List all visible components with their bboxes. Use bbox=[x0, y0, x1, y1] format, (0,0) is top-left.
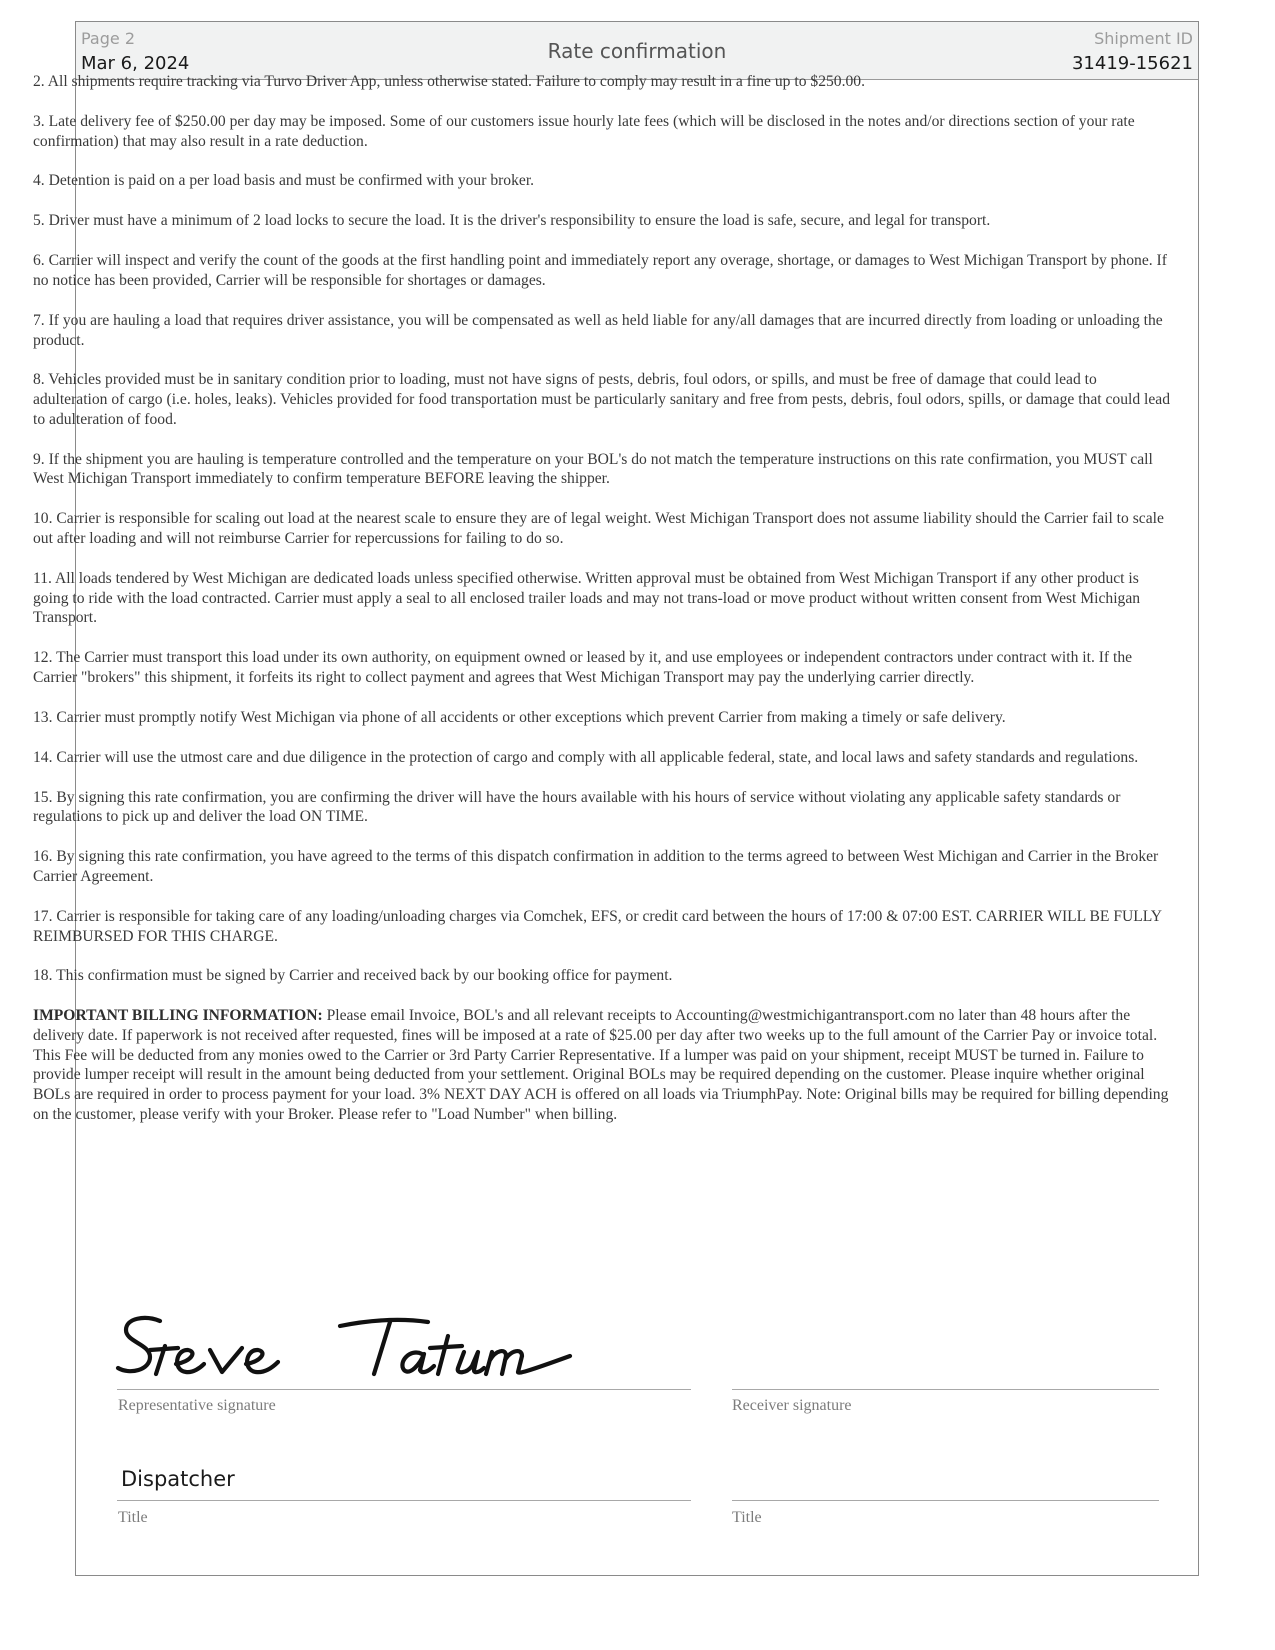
representative-title-caption: Title bbox=[118, 1509, 148, 1526]
receiver-signature-line bbox=[732, 1389, 1159, 1390]
document-title: Rate confirmation bbox=[547, 39, 727, 63]
term-item: 13. Carrier must promptly notify West Michigan via phone of all accidents or other exceptions which prevent Carrier from making a timely or safe delivery. bbox=[33, 708, 1006, 726]
term-item: 18. This confirmation must be signed by Carrier and received back by our booking office for payment. bbox=[33, 967, 673, 985]
terms-and-conditions bbox=[33, 72, 1173, 1145]
billing-heading: IMPORTANT BILLING INFORMATION: bbox=[33, 1007, 323, 1025]
receiver-title-caption: Title bbox=[732, 1509, 762, 1526]
representative-title-line bbox=[117, 1500, 691, 1501]
term-item: 7. If you are hauling a load that requires driver assistance, you will be compensated as well as held liable for any/all damages that are incurred directly from loading or unloading the product. bbox=[33, 311, 1163, 349]
document-date: Mar 6, 2024 bbox=[81, 53, 190, 74]
representative-title-value: Dispatcher bbox=[121, 1467, 235, 1491]
term-item: 16. By signing this rate confirmation, you have agreed to the terms of this dispatch confirmation in addition to the terms agreed to between West Michigan and Carrier in the Broker Carrier Agreement. bbox=[33, 848, 1159, 885]
term-item: 10. Carrier is responsible for scaling out load at the nearest scale to ensure they are of legal weight. West Michigan Transport does not assume liability should the Carrier fail to scale out after loading and will not reimburse Carrier for repercussions for failing to do so. bbox=[33, 510, 1164, 548]
receiver-title-line bbox=[732, 1500, 1159, 1501]
term-item: 12. The Carrier must transport this load under its own authority, on equipment owned or leased by it, and use employees or independent contractors under contract with it. If the Carrier "brokers" this shipment, it forfeits its right to collect payment and agrees that West Michigan Transport may pay the underlying carrier directly. bbox=[33, 649, 1133, 686]
representative-signature-caption: Representative signature bbox=[118, 1397, 276, 1414]
term-item: 4. Detention is paid on a per load basis and must be confirmed with your broker. bbox=[33, 172, 535, 190]
shipment-id-label: Shipment ID bbox=[1094, 29, 1193, 48]
page-number-label: Page 2 bbox=[81, 29, 135, 48]
term-item: 3. Late delivery fee of $250.00 per day may be imposed. Some of our customers issue hourly late fees (which will be disclosed in the notes and/or directions section of your rate confirmation) that may also result in a rate deduction. bbox=[33, 112, 1135, 150]
billing-information bbox=[33, 1006, 1173, 1124]
shipment-id-value: 31419-15621 bbox=[1071, 53, 1193, 74]
representative-signature bbox=[50, 1312, 670, 1382]
term-item: 5. Driver must have a minimum of 2 load locks to secure the load. It is the driver's responsibility to ensure the load is safe, secure, and legal for transport. bbox=[33, 212, 991, 230]
term-item: 9. If the shipment you are hauling is temperature controlled and the temperature on your BOL's do not match the temperature instructions on this rate confirmation, you MUST call West Michigan Transport immediately to confirm temperature BEFORE leaving the shipper. bbox=[33, 450, 1153, 488]
term-item: 11. All loads tendered by West Michigan are dedicated loads unless specified otherwise. Written approval must be obtained from West Michigan Transport if any other product is going to ride with the load contracted. Carrier must apply a seal to all enclosed trailer loads and may not trans-load or move product without written consent from West Michigan Transport. bbox=[33, 569, 1141, 627]
representative-signature-line bbox=[117, 1389, 691, 1390]
term-item: 2. All shipments require tracking via Turvo Driver App, unless otherwise stated. Failure to comply may result in a fine up to $250.00. bbox=[33, 73, 865, 90]
term-item: 8. Vehicles provided must be in sanitary condition prior to loading, must not have signs of pests, debris, foul odors, or spills, and must be free of damage that could lead to adulteration of cargo (i.e. holes, leaks). Vehicles provided for food transportation must be particularly sanitary and free from pests, debris, foul odors, spills, or damage that could lead to adulteration of food. bbox=[33, 371, 1171, 428]
term-item: 6. Carrier will inspect and verify the count of the goods at the first handling point and immediately report any overage, shortage, or damages to West Michigan Transport by phone. If no notice has been provided, Carrier will be responsible for shortages or damages. bbox=[33, 252, 1167, 289]
term-item: 17. Carrier is responsible for taking care of any loading/unloading charges via Comchek, EFS, or credit card between the hours of 17:00 & 07:00 EST. CARRIER WILL BE FULLY REIMBURSED FOR THIS CHARGE. bbox=[33, 907, 1162, 945]
term-item: 15. By signing this rate confirmation, you are confirming the driver will have the hours available with his hours of service without violating any applicable safety standards or regulations to pick up and deliver the load ON TIME. bbox=[33, 788, 1121, 826]
billing-text: Please email Invoice, BOL's and all relevant receipts to Accounting@westmichigantransport.com no later than 48 hours after the delivery date. If paperwork is not received after requested, fines will be imposed at a rate of $25.00 per day after two weeks up to the full amount of the Carrier Pay or invoice total. This Fee will be deducted from any monies owed to the Carrier or 3rd Party Carrier Representative. If a lumper was paid on your shipment, receipt MUST be turned in. Failure to provide lumper receipt will result in the amount being deducted from your settlement. Original BOLs may be required depending on the customer. Please inquire whether original BOLs are required in order to process payment for your load. 3% NEXT DAY ACH is offered on all loads via TriumphPay. Note: Original bills may be required for billing depending on the customer, please verify with your Broker. Please refer to "Load Number" when billing. bbox=[33, 1007, 1169, 1123]
term-item: 14. Carrier will use the utmost care and due diligence in the protection of cargo and comply with all applicable federal, state, and local laws and safety standards and regulations. bbox=[33, 748, 1139, 766]
receiver-signature-caption: Receiver signature bbox=[732, 1397, 852, 1414]
